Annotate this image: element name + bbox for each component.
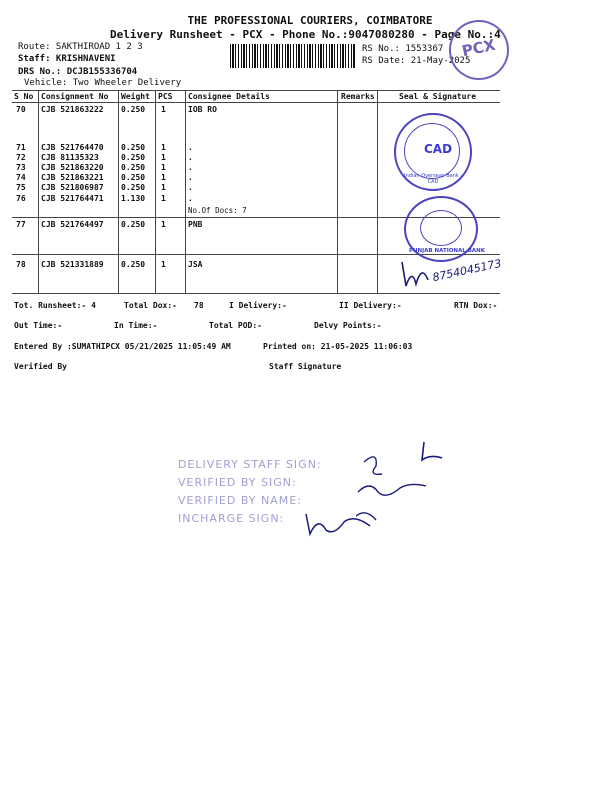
cell-pcs: 1: [161, 183, 166, 192]
cell-consignment: CJB 521863222: [41, 105, 104, 114]
verified-by-sign: VERIFIED BY SIGN:: [178, 476, 297, 489]
runsheet-subtitle: Delivery Runsheet - PCX - Phone No.:9047080280 - Page No.:4: [110, 28, 501, 41]
route-label: Route: SAKTHIROAD 1 2 3: [18, 42, 143, 52]
cell-sno: 74: [16, 173, 26, 182]
delivery-staff-sign: DELIVERY STAFF SIGN:: [178, 458, 322, 471]
table-col-divider: [118, 90, 119, 293]
cell-pcs: 1: [161, 220, 166, 229]
barcode: [230, 44, 355, 68]
cell-pcs: 1: [161, 153, 166, 162]
table-col-divider: [185, 90, 186, 293]
table-col-divider: [38, 90, 39, 293]
cell-consignee: .: [188, 194, 193, 203]
cell-consignee: .: [188, 163, 193, 172]
vehicle-label: Vehicle: Two Wheeler Delivery: [24, 78, 182, 88]
total-dox-label: Total Dox:-: [124, 301, 177, 310]
cell-consignment: CJB 521764471: [41, 194, 104, 203]
cell-weight: 0.250: [121, 105, 146, 114]
cell-sno: 75: [16, 183, 26, 192]
table-col-divider: [155, 90, 156, 293]
cell-consignee: IOB RO: [188, 105, 217, 114]
cell-consignment: CJB 521806987: [41, 183, 104, 192]
total-dox-value: 78: [194, 301, 204, 310]
header-pcs: PCS: [158, 92, 173, 101]
cell-sno: 77: [16, 220, 26, 229]
cell-consignee: JSA: [188, 260, 203, 269]
cell-weight: 0.250: [121, 260, 146, 269]
cell-sno: 78: [16, 260, 26, 269]
tot-runsheet: Tot. Runsheet:- 4: [14, 301, 96, 310]
cell-weight: 0.250: [121, 220, 146, 229]
ii-delivery: II Delivery:-: [339, 301, 402, 310]
pcx-stamp-text: PCX: [460, 35, 497, 61]
cell-consignee: .: [188, 153, 193, 162]
staff-signature: Staff Signature: [269, 362, 342, 371]
rs-date: RS Date: 21-May-2025: [362, 56, 471, 66]
header-weight: Weight: [121, 92, 150, 101]
cell-weight: 0.250: [121, 173, 146, 182]
rtn-dox: RTN Dox:-: [454, 301, 498, 310]
cell-consignment: CJB 521863220: [41, 163, 104, 172]
cell-consignee: .: [188, 183, 193, 192]
cell-weight: 1.130: [121, 194, 146, 203]
cell-consignment: CJB 521863221: [41, 173, 104, 182]
cell-consignee: PNB: [188, 220, 203, 229]
cell-pcs: 1: [161, 163, 166, 172]
cell-consignment: CJB 521764470: [41, 143, 104, 152]
iob-seal-text: Indian Overseas Bank · CAD: [404, 173, 462, 185]
table-col-divider: [377, 90, 378, 293]
rs-number: RS No.: 1553367: [362, 44, 444, 54]
entered-by: Entered By :SUMATHIPCX 05/21/2025 11:05:49 AM: [14, 342, 231, 351]
cell-weight: 0.250: [121, 183, 146, 192]
staff-label: Staff: KRISHNAVENI: [18, 54, 116, 64]
i-delivery: I Delivery:-: [229, 301, 287, 310]
cell-consignment: CJB 521764497: [41, 220, 104, 229]
signature-scribble: [398, 258, 436, 292]
incharge-signature: [300, 506, 390, 540]
in-time: In Time:-: [114, 321, 158, 330]
cell-pcs: 1: [161, 143, 166, 152]
delvy-points: Delvy Points:-: [314, 321, 382, 330]
cell-pcs: 1: [161, 173, 166, 182]
cell-sno: 76: [16, 194, 26, 203]
verified-by: Verified By: [14, 362, 67, 371]
cell-sno: 71: [16, 143, 26, 152]
table-top-border: [12, 90, 500, 91]
header-consignment: Consignment No: [41, 92, 109, 101]
cell-weight: 0.250: [121, 143, 146, 152]
cell-sno: 73: [16, 163, 26, 172]
printed-on: Printed on: 21-05-2025 11:06:03: [263, 342, 413, 351]
total-pod: Total POD:-: [209, 321, 262, 330]
no-of-docs: No.Of Docs: 7: [188, 206, 247, 215]
header-consignee: Consignee Details: [188, 92, 270, 101]
iob-seal-stamp: CAD Indian Overseas Bank · CAD: [394, 113, 472, 191]
header-sno: S No: [14, 92, 34, 101]
table-col-divider: [337, 90, 338, 293]
cell-pcs: 1: [161, 194, 166, 203]
cell-consignee: .: [188, 143, 193, 152]
drs-number: DRS No.: DCJB155336704: [18, 67, 138, 77]
header-remarks: Remarks: [341, 92, 375, 101]
cell-pcs: 1: [161, 105, 166, 114]
pnb-seal-text: PUNJAB NATIONAL BANK: [409, 248, 486, 254]
company-title: THE PROFESSIONAL COURIERS, COIMBATORE: [187, 14, 433, 27]
cell-consignment: CJB 81135323: [41, 153, 99, 162]
handwritten-phone-number: 8754045173: [431, 256, 503, 285]
cell-sno: 70: [16, 105, 26, 114]
cell-consignee: .: [188, 173, 193, 182]
pnb-seal-stamp: [404, 196, 486, 262]
cell-weight: 0.250: [121, 153, 146, 162]
header-seal: Seal & Signature: [399, 92, 477, 101]
out-time: Out Time:-: [14, 321, 63, 330]
cell-consignment: CJB 521331889: [41, 260, 104, 269]
cell-weight: 0.250: [121, 163, 146, 172]
table-header-border: [12, 102, 500, 103]
table-bottom-border: [12, 293, 500, 294]
cell-sno: 72: [16, 153, 26, 162]
incharge-sign: INCHARGE SIGN:: [178, 512, 285, 525]
cell-pcs: 1: [161, 260, 166, 269]
verified-by-name: VERIFIED BY NAME:: [178, 494, 302, 507]
